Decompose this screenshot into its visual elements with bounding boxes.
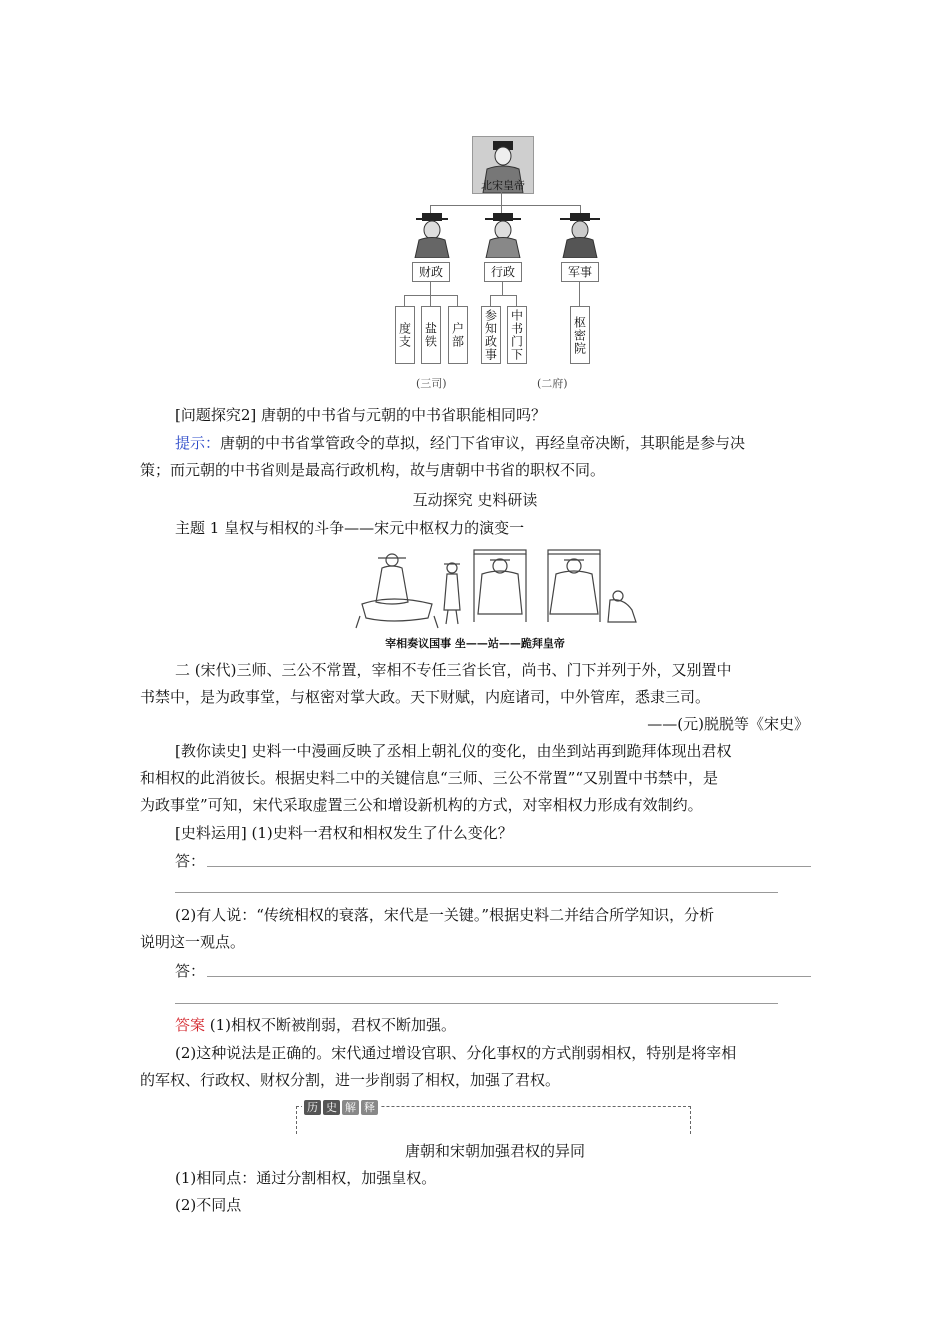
use-question-1: [史料运用] (1)史料一君权和相权发生了什么变化？ — [175, 824, 513, 842]
office-duzhi: 度支 — [395, 306, 415, 364]
section-title: 互动探究 史料研读 — [412, 491, 538, 509]
branch-administration: 行政 — [484, 262, 522, 282]
group-label-erfu: (二府) — [537, 377, 568, 390]
point-different: (2)不同点 — [175, 1196, 242, 1214]
office-canzhi-zhengshi: 参知政事 — [481, 306, 501, 364]
answer-blank-2a[interactable] — [207, 976, 811, 977]
explain-title: 唐朝和宋朝加强君权的异同 — [404, 1142, 585, 1160]
official-figure-2 — [483, 212, 523, 258]
source2-citation: ——(元)脱脱等《宋史》 — [647, 715, 809, 733]
hint-label: 提示： — [175, 434, 221, 452]
official-icon — [412, 212, 452, 258]
answer-line-2: (2)这种说法是正确的。宋代通过增设官职、分化事权的方式削弱相权，特别是将宰相 — [175, 1044, 737, 1062]
teach-line-2: 和相权的此消彼长。根据史料二中的关键信息“三师、三公不常置”“又别置中书禁中，是 — [140, 769, 719, 787]
teach-line-1: [教你读史] 史料一中漫画反映了丞相上朝礼仪的变化，由坐到站再到跪拜体现出君权 — [175, 742, 732, 760]
emperor-label: 北宋皇帝 — [481, 179, 525, 192]
group-label-sansi: (三司) — [416, 377, 447, 390]
point-same: (1)相同点：通过分割相权，加强皇权。 — [175, 1169, 437, 1187]
answer-label-1: 答： — [175, 852, 206, 870]
answer-label: 答案 — [175, 1016, 206, 1034]
use-question-2-line-1: (2)有人说：“传统相权的衰落，宋代是一关键。”根据史料二并结合所学知识，分析 — [175, 906, 715, 924]
answer-line-3: 的军权、行政权、财权分割，进一步削弱了相权，加强了君权。 — [140, 1071, 561, 1089]
office-yantie: 盐铁 — [421, 306, 441, 364]
branch-military: 军事 — [561, 262, 599, 282]
official-icon — [560, 212, 600, 258]
cartoon-caption: 宰相奏议国事 坐——站——跪拜皇帝 — [385, 637, 565, 650]
answer-blank-1b[interactable] — [175, 892, 778, 893]
office-hubu: 户部 — [448, 306, 468, 364]
office-zhongshu-menxia: 中书门下 — [507, 306, 527, 364]
hint-line-2: 策；而元朝的中书省则是最高行政机构，故与唐朝中书省的职权不同。 — [140, 461, 606, 479]
answer-blank-2b[interactable] — [175, 1003, 778, 1004]
office-shumiyuan: 枢密院 — [570, 306, 590, 364]
official-figure-1 — [412, 212, 452, 258]
cartoon-figures-icon — [352, 544, 642, 630]
topic-heading: 主题 1 皇权与相权的斗争——宋元中枢权力的演变一 — [175, 519, 525, 537]
cartoon-illustration — [352, 544, 642, 630]
teach-line-3: 为政事堂”可知，宋代采取虚置三公和增设新机构的方式，对宰相权力形成有效制约。 — [140, 796, 703, 814]
source2-line-2: 书禁中，是为政事堂，与枢密对掌大政。天下财赋，内庭诸司，中外管库，悉隶三司。 — [140, 688, 711, 706]
answer-label-2: 答： — [175, 962, 206, 980]
hint-line-1: 提示：唐朝的中书省掌管政令的草拟，经门下省审议，再经皇帝决断，其职能是参与决 — [175, 434, 746, 452]
question2-line: [问题探究2] 唐朝的中书省与元朝的中书省职能相同吗？ — [175, 406, 547, 424]
answer-blank-1a[interactable] — [207, 866, 811, 867]
history-explain-badge: 历 史 解 释 — [302, 1100, 380, 1115]
official-icon — [483, 212, 523, 258]
answer-line-1: 答案 (1)相权不断被削弱，君权不断加强。 — [175, 1016, 457, 1034]
branch-finance: 财政 — [412, 262, 450, 282]
use-question-2-line-2: 说明这一观点。 — [140, 933, 246, 951]
source2-line-1: 二 (宋代)三师、三公不常置，宰相不专任三省长官，尚书、门下并列于外，又别置中 — [175, 661, 732, 679]
official-figure-3 — [560, 212, 600, 258]
